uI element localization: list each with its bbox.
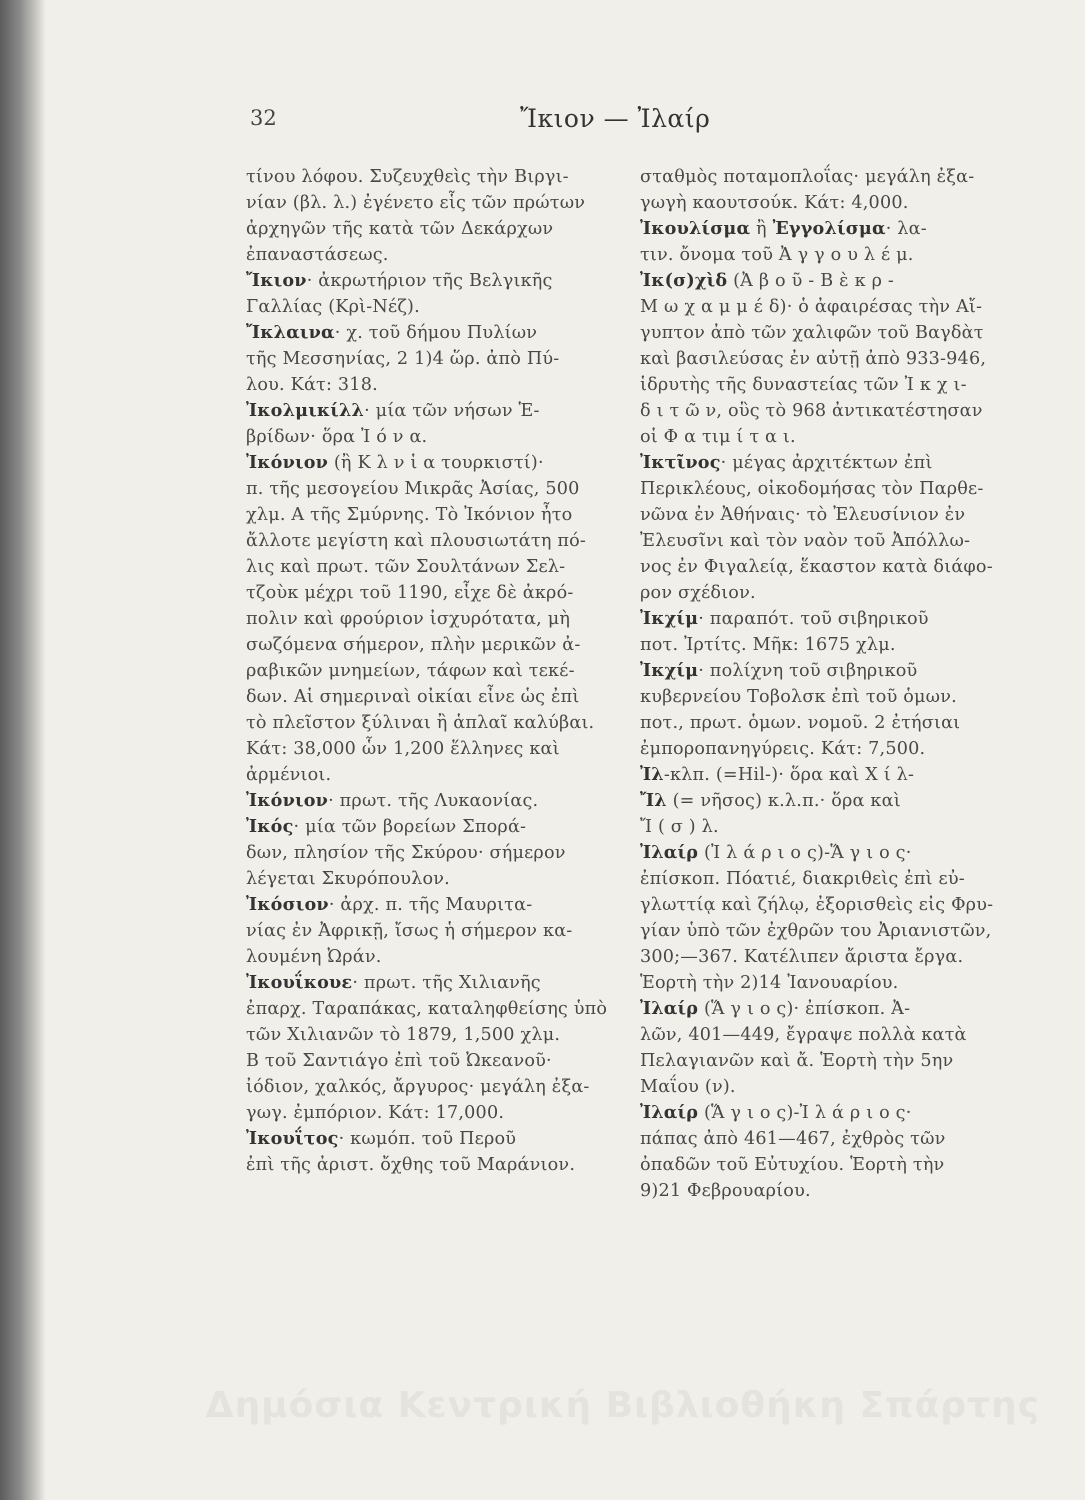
entry-text: ὀπαδῶν τοῦ Εὐτυχίου. Ἑορτὴ τὴν [640,1155,945,1175]
text-line [246,372,606,398]
entry-text: Ἴ ( σ ) λ. [640,817,719,837]
entry-text: γίαν ὑπὸ τῶν ἐχθρῶν του Ἀριανιστῶν, [640,921,992,941]
text-line [640,528,1000,554]
text-line [246,554,606,580]
entry-text: καὶ βασιλεύσας ἐν αὐτῇ ἀπὸ 933-946, [640,349,987,369]
entry-text: δων, πλησίον τῆς Σκύρου· σήμερον [246,843,566,863]
entry-text: ποτ. Ἰρτίτς. Μῆκ: 1675 χλμ. [640,635,896,655]
entry-headword: Ἰλαίρ [640,998,699,1019]
entry-text: νος ἐν Φιγαλείᾳ, ἕκαστον κατὰ διάφο- [640,557,993,577]
entry-text: 9)21 Φεβρουαρίου. [640,1181,811,1201]
entry-headword: Ἰκουΐτος [246,1128,339,1149]
text-line [640,606,1000,632]
text-line [246,1100,606,1126]
entry-text: Μαΐου (ν). [640,1077,736,1097]
text-line [246,164,606,190]
text-line [640,476,1000,502]
entry-text: Κάτ: 38,000 ὧν 1,200 ἕλληνες καὶ [246,739,560,759]
entry-text: π. τῆς μεσογείου Μικρᾶς Ἀσίας, 500 [246,479,580,499]
text-line [246,840,606,866]
text-line [640,710,1000,736]
entry-text: λῶν, 401—449, ἔγραψε πολλὰ κατὰ [640,1025,967,1045]
entry-text: νῶνα ἐν Ἀθήναις· τὸ Ἐλευσίνιον ἐν [640,505,966,525]
entry-text: χλμ. Α τῆς Σμύρνης. Τὸ Ἰκόνιον ἦτο [246,505,573,525]
text-line [640,424,1000,450]
text-line [640,892,1000,918]
text-line [246,996,606,1022]
entry-text: κυβερνείου Τοβολσκ ἐπὶ τοῦ ὁμων. [640,687,957,707]
entry-text: ρον σχέδιον. [640,583,756,603]
text-line [640,1048,1000,1074]
entry-text: (Ἅ γ ι ο ς)-Ἰ λ ά ρ ι ο ς· [698,1103,912,1123]
text-line [246,398,606,424]
library-watermark: Δημόσια Κεντρική Βιβλιοθήκη Σπάρτης [205,1385,1040,1426]
entry-text: · μία τῶν νήσων Ἑ- [364,401,540,421]
text-line [246,632,606,658]
text-line [640,294,1000,320]
entry-text: · παραπότ. τοῦ σιβηρικοῦ [698,609,929,629]
entry-headword: Ἰκουλίσμα [640,218,751,239]
text-line [640,684,1000,710]
text-line [246,424,606,450]
entry-text: · πρωτ. τῆς Χιλιανῆς [352,973,541,993]
text-line [246,1126,606,1152]
text-line [640,1178,1000,1204]
entry-text: τζοὺκ μέχρι τοῦ 1190, εἶχε δὲ ἀκρό- [246,583,574,603]
entry-text: νίας ἐν Ἀφρικῇ, ἴσως ἡ σήμερον κα- [246,921,573,941]
text-line [246,788,606,814]
text-line [640,840,1000,866]
entry-text: Ἑορτὴ τὴν 2)14 Ἰανουαρίου. [640,973,899,993]
entry-headword: Ἰκχίμ [640,660,699,681]
entry-text: τῆς Μεσσηνίας, 2 1)4 ὥρ. ἀπὸ Πύ- [246,349,560,369]
text-line [640,762,1000,788]
entry-text: ποτ., πρωτ. ὁμων. νομοῦ. 2 ἐτήσιαι [640,713,961,733]
text-line [246,658,606,684]
entry-text: βρίδων· ὅρα Ἰ ό ν α. [246,427,428,447]
entry-headword: Ἰκτῖνος [640,452,721,473]
text-line [246,242,606,268]
entry-headword: Ἰκουΐκουε [246,972,353,993]
text-line [640,736,1000,762]
entry-text: γωγ. ἐμπόριον. Κάτ: 17,000. [246,1103,505,1123]
entry-text: (= νῆσος) κ.λ.π.· ὅρα καὶ [666,791,901,811]
text-line [640,502,1000,528]
entry-text: ἐπὶ τῆς ἀριστ. ὄχθης τοῦ Μαράνιον. [246,1155,576,1175]
entry-text: τῶν Χιλιανῶν τὸ 1879, 1,500 χλμ. [246,1025,561,1045]
entry-text: ἐπαρχ. Ταραπάκας, καταληφθείσης ὑπὸ [246,999,608,1019]
text-line [640,1022,1000,1048]
entry-headword: Ἰλαίρ [640,842,699,863]
entry-headword: Ἰκ(σ)χὶδ [640,270,728,291]
entry-text: (Ἰ λ ά ρ ι ο ς)-Ἅ γ ι ο ς· [698,843,912,863]
entry-text: · ἀρχ. π. τῆς Μαυριτα- [328,895,533,915]
text-line [640,398,1000,424]
text-line [640,1152,1000,1178]
text-line [640,658,1000,684]
text-line [640,164,1000,190]
entry-headword: Ἰκόσιον [246,894,329,915]
text-line [640,866,1000,892]
text-line [246,1022,606,1048]
entry-text: γλωττίᾳ καὶ ζήλῳ, ἐξορισθεὶς εἰς Φρυ- [640,895,994,915]
entry-text: πολιν καὶ φρούριον ἰσχυρότατα, μὴ [246,609,571,629]
scan-edge-shadow [36,0,46,1500]
text-line [246,892,606,918]
text-line [640,554,1000,580]
entry-text: (Ἀ β ο ῦ - Β ὲ κ ρ - [727,271,895,291]
entry-text: Μ ω χ α μ μ έ δ)· ὁ ἀφαιρέσας τὴν Αἴ- [640,297,983,317]
entry-text: Ἐλευσῖνι καὶ τὸν ναὸν τοῦ Ἀπόλλω- [640,531,971,551]
text-line [246,346,606,372]
text-line [640,632,1000,658]
text-line [246,1048,606,1074]
entry-text: σταθμὸς ποταμοπλοΐας· μεγάλη ἐξα- [640,167,975,187]
text-line [640,996,1000,1022]
text-line [640,216,1000,242]
entry-text: -κλπ. (=Hil-)· ὅρα καὶ Χ ί λ- [663,765,915,785]
entry-text: ἐμποροπανηγύρεις. Κάτ: 7,500. [640,739,926,759]
text-line [640,346,1000,372]
text-line [246,606,606,632]
entry-text: · πρωτ. τῆς Λυκαονίας. [328,791,539,811]
running-head: Ἴκιον — Ἰλαίρ [520,104,711,133]
text-line [246,1152,606,1178]
text-line [246,944,606,970]
entry-text: λουμένη Ὠράν. [246,947,382,967]
right-column [640,164,1000,1204]
entry-text: · χ. τοῦ δήμου Πυλίων [334,323,538,343]
entry-text: τίνου λόφου. Συζευχθεὶς τὴν Βιργι- [246,167,569,187]
entry-headword: Ἴκιον [246,270,307,291]
text-line [640,372,1000,398]
text-line [246,268,606,294]
entry-text: · κωμόπ. τοῦ Περοῦ [338,1129,517,1149]
text-line [246,866,606,892]
entry-headword: Ἴλ [640,790,667,811]
text-line [640,190,1000,216]
entry-headword: Ἰκόνιον [246,452,329,473]
text-line [640,1074,1000,1100]
text-line [246,216,606,242]
text-line [640,320,1000,346]
text-line [640,450,1000,476]
entry-headword: Ἐγγολίσμα [772,218,886,239]
entry-text: λις καὶ πρωτ. τῶν Σουλτάνων Σελ- [246,557,566,577]
text-line [640,1126,1000,1152]
text-line [640,788,1000,814]
entry-text: γωγὴ καουτσούκ. Κάτ: 4,000. [640,193,909,213]
entry-text: Β τοῦ Σαντιάγο ἐπὶ τοῦ Ὠκεανοῦ· [246,1051,552,1071]
entry-text: 300;—367. Κατέλιπεν ἄριστα ἔργα. [640,947,964,967]
entry-text: · μία τῶν βορείων Σπορά- [293,817,527,837]
text-line [246,476,606,502]
entry-text: · λα- [885,219,927,239]
text-line [246,528,606,554]
entry-text: δ ι τ ῶ ν, οὓς τὸ 968 ἀντικατέστησαν [640,401,983,421]
text-line [246,736,606,762]
text-line [640,970,1000,996]
text-line [246,450,606,476]
text-line [246,918,606,944]
entry-text: λου. Κάτ: 318. [246,375,378,395]
entry-text: Περικλέους, οἰκοδομήσας τὸν Παρθε- [640,479,984,499]
page-number: 32 [250,106,277,130]
entry-headword: Ἰλαίρ [640,1102,699,1123]
entry-text: νίαν (βλ. λ.) ἐγένετο εἷς τῶν πρώτων [246,193,586,213]
entry-text: (ἢ Κ λ ν ἱ α τουρκιστί)· [328,453,544,473]
entry-text: (Ἅ γ ι ο ς)· ἐπίσκοπ. Ἀ- [698,999,911,1019]
entry-text: ἰόδιον, χαλκός, ἄργυρος· μεγάλη ἐξα- [246,1077,590,1097]
entry-text: ἄλλοτε μεγίστη καὶ πλουσιωτάτη πό- [246,531,587,551]
entry-text: ραβικῶν μνημείων, τάφων καὶ τεκέ- [246,661,575,681]
entry-text: · ἀκρωτήριον τῆς Βελγικῆς [306,271,553,291]
text-line [246,190,606,216]
entry-text: πάπας ἀπὸ 461—467, ἐχθρὸς τῶν [640,1129,946,1149]
text-line [246,1074,606,1100]
entry-headword: Ἰκός [246,816,294,837]
entry-text: · πολίχνη τοῦ σιβηρικοῦ [698,661,918,681]
text-line [640,268,1000,294]
left-column [246,164,606,1178]
text-line [246,762,606,788]
entry-headword: Ἴκλαινα [246,322,335,343]
page-header [0,100,1085,144]
text-line [246,814,606,840]
text-line [246,684,606,710]
text-line [640,814,1000,840]
entry-text: τιν. ὄνομα τοῦ Ἀ γ γ ο υ λ έ μ. [640,245,914,265]
text-line [640,918,1000,944]
scan-binding-edge [0,0,36,1500]
text-line [246,580,606,606]
text-line [640,580,1000,606]
entry-text: ἢ [750,219,773,239]
text-line [246,294,606,320]
entry-text: τὸ πλεῖστον ξύλιναι ἢ ἁπλαῖ καλύβαι. [246,713,595,733]
entry-headword: Ἰκολμικίλλ [246,400,365,421]
text-line [246,502,606,528]
entry-text: ἐπαναστάσεως. [246,245,389,265]
entry-text: ἱδρυτὴς τῆς δυναστείας τῶν Ἰ κ χ ι- [640,375,967,395]
entry-text: λέγεται Σκυρόπουλον. [246,869,450,889]
entry-headword: Ἰκόνιον [246,790,329,811]
entry-text: οἱ Φ α τιμ ί τ α ι. [640,427,796,447]
text-line [246,710,606,736]
text-line [640,1100,1000,1126]
entry-headword: Ἰκχίμ [640,608,699,629]
text-line [246,320,606,346]
entry-headword: Ἰλ [640,764,664,785]
text-line [246,970,606,996]
entry-text: ἀρμένιοι. [246,765,332,785]
entry-text: σωζόμενα σήμερον, πλὴν μερικῶν ἀ- [246,635,581,655]
entry-text: Πελαγιανῶν καὶ ἄ. Ἑορτὴ τὴν 5ην [640,1051,954,1071]
text-line [640,944,1000,970]
entry-text: Γαλλίας (Κρὶ-Νέζ). [246,297,420,317]
entry-text: · μέγας ἀρχιτέκτων ἐπὶ [720,453,933,473]
text-line [640,242,1000,268]
entry-text: δων. Αἱ σημεριναὶ οἰκίαι εἶνε ὡς ἐπὶ [246,687,580,707]
entry-text: ἀρχηγῶν τῆς κατὰ τῶν Δεκάρχων [246,219,554,239]
entry-text: γυπτον ἀπὸ τῶν χαλιφῶν τοῦ Βαγδὰτ [640,323,984,343]
entry-text: ἐπίσκοπ. Πόατιέ, διακριθεὶς ἐπὶ εὐ- [640,869,965,889]
